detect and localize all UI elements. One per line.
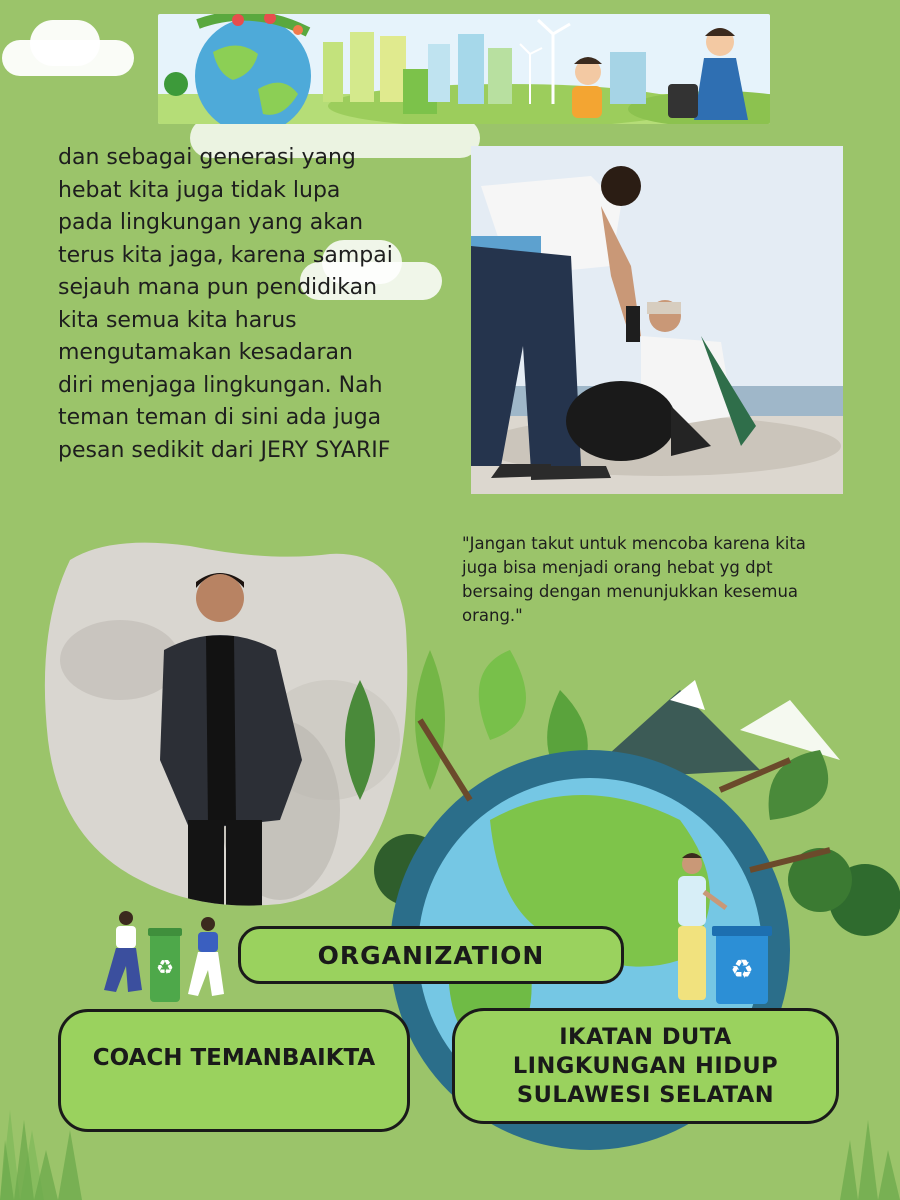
coach-temanbaikta-label (58, 1009, 410, 1132)
intro-paragraph: dan sebagai generasi yang hebat kita juga tidak lupa pada lingkungan yang akan terus kita jaga, karena sampai sejauh mana pun pendidikan kita semua kita harus mengutamakan kesadaran diri menjaga lingkungan. Nah teman teman di sini ada juga pesan sedikit dari JERY SYARIF (58, 145, 393, 463)
ikatan-duta-label (452, 1008, 839, 1124)
environment-banner-illustration (158, 14, 770, 124)
organization-label-text: ORGANIZATION (317, 940, 545, 970)
svg-text:♻: ♻ (156, 955, 174, 979)
recycling-people-illustration (98, 910, 238, 1006)
beach-cleanup-photo (471, 146, 843, 494)
recycling-man-illustration (660, 852, 780, 1010)
organization-label (238, 926, 624, 984)
cloud-decoration (30, 20, 100, 66)
coach-label-text: COACH TEMANBAIKTA (92, 1044, 376, 1071)
ikatan-label-text: IKATAN DUTA LINGKUNGAN HIDUP SULAWESI SELATAN (512, 1023, 779, 1108)
quote-text: "Jangan takut untuk mencoba karena kita juga bisa menjadi orang hebat yg dpt bersaing dengan menunjukkan kesemua orang." (462, 534, 806, 625)
svg-text:♻: ♻ (730, 955, 754, 985)
